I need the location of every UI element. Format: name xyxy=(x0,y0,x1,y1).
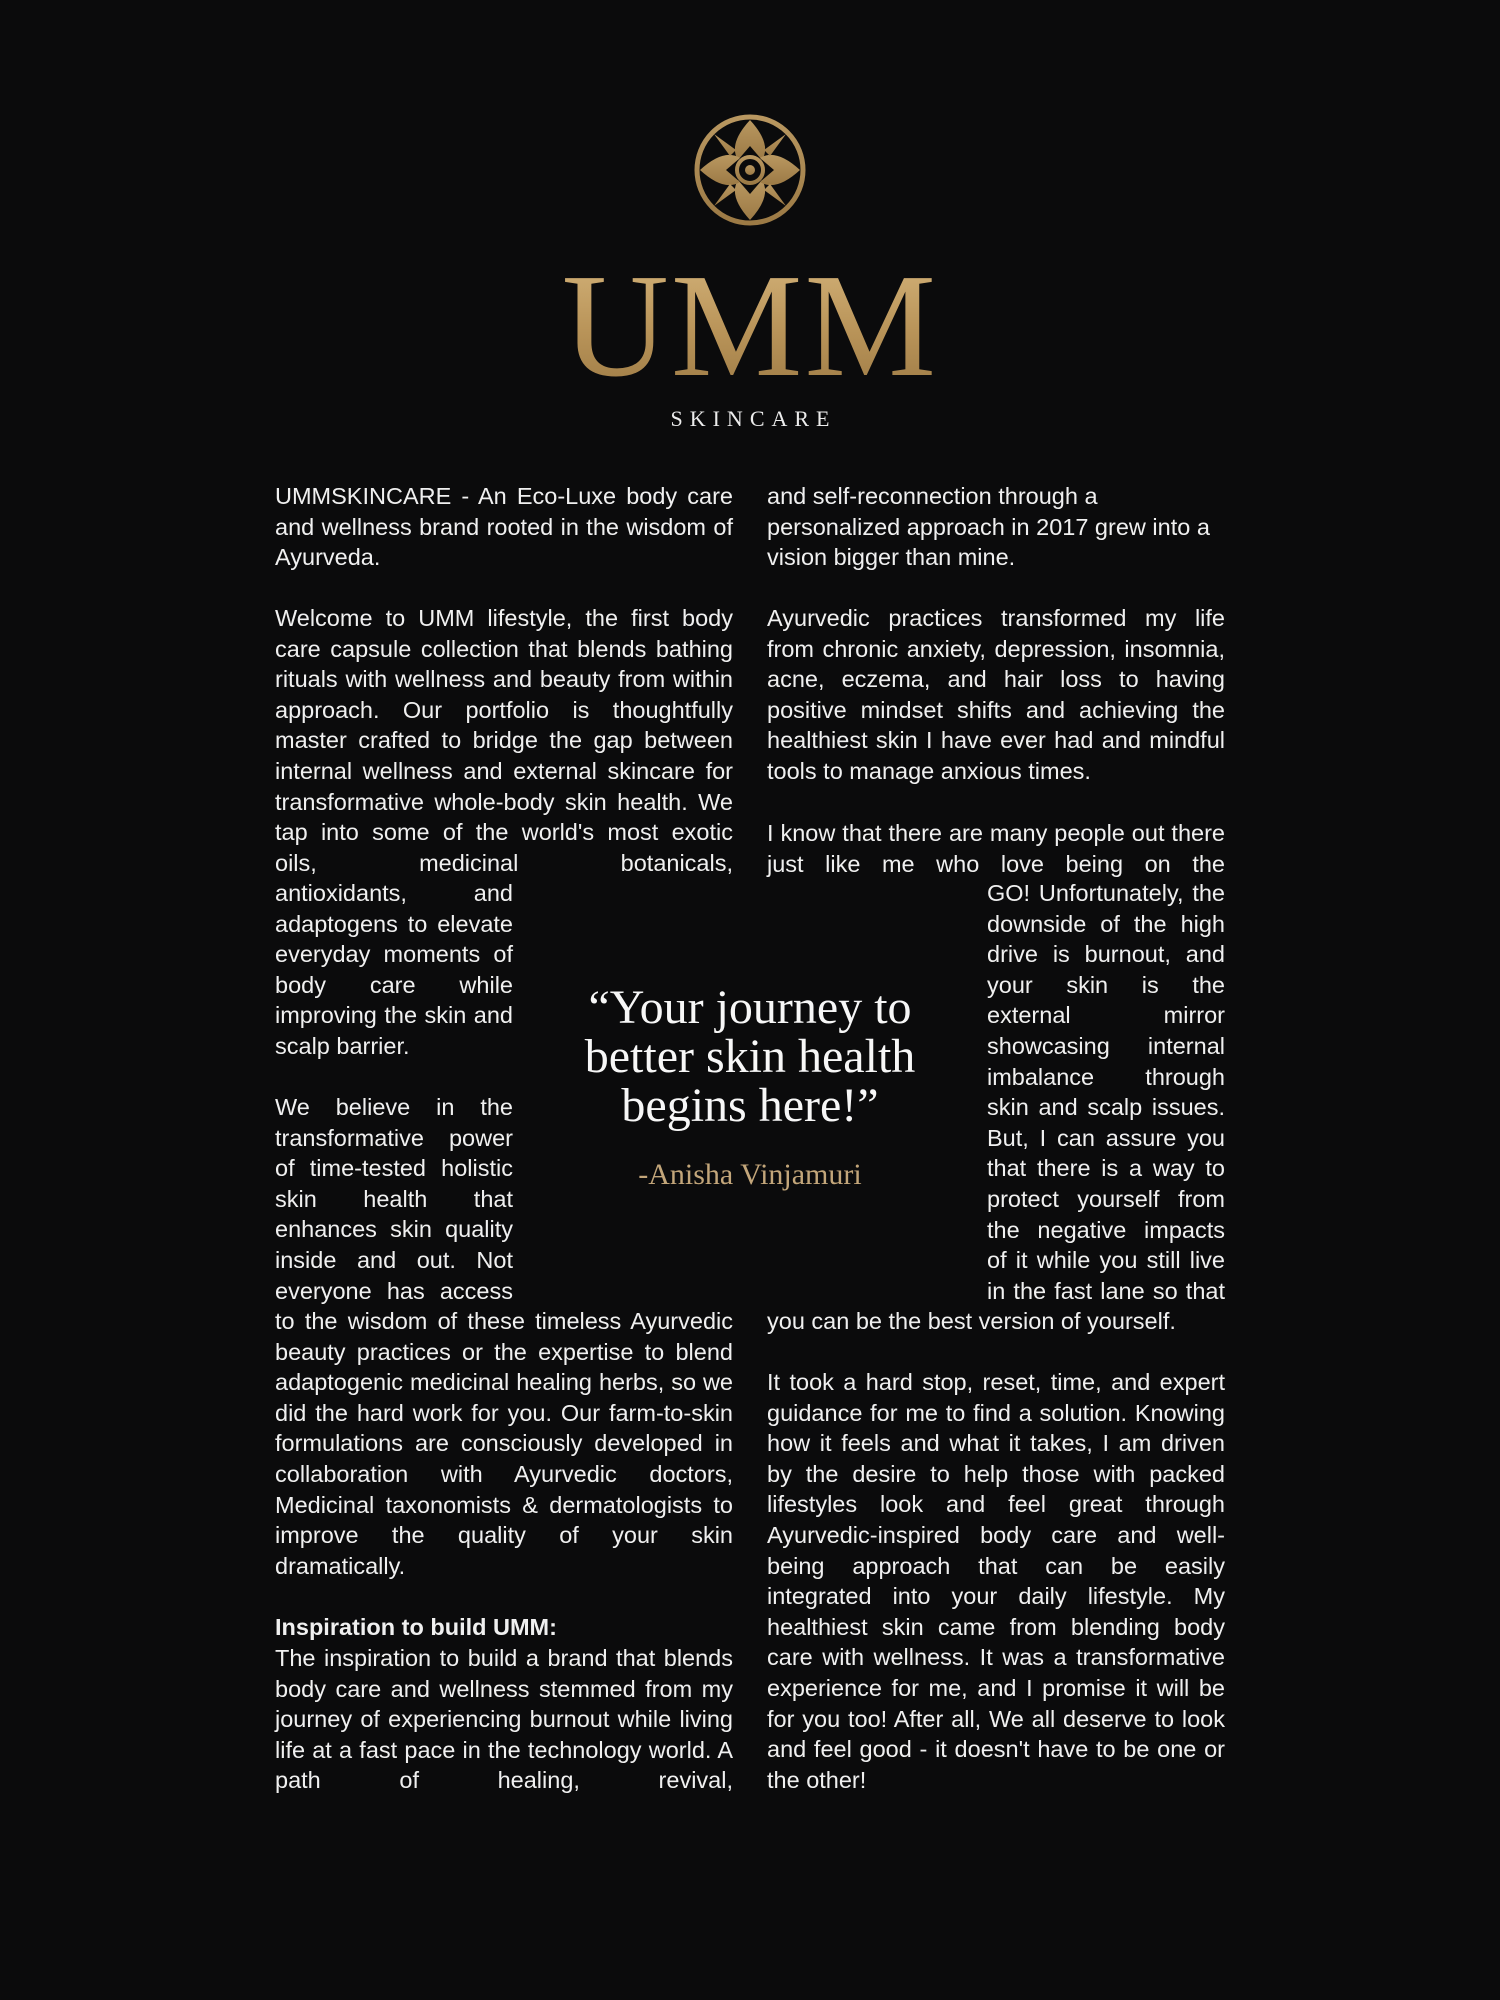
brand-logo xyxy=(0,110,1500,432)
ayurvedic-paragraph: Ayurvedic practices transformed my life from chronic anxiety, depression, insomnia, acne, eczema, and hair loss to having positive mindset shifts and achieving the healthiest skin I have ever had and mindful tools to manage anxious times. xyxy=(767,605,1225,784)
hard-stop-paragraph: It took a hard stop, reset, time, and expert guidance for me to find a solution. Knowing how it feels and what it takes, I am driven by the desire to help those with packed lifestyles look and feel great through Ayurvedic-inspired body care and well-being approach that can be easily integrated into your daily lifestyle. My healthiest skin came from blending body care with wellness. It was a transformative experience for me, and I promise it will be for you too! After all, We all deserve to look and feel good - it doesn't have to be one or the other! xyxy=(767,1369,1225,1793)
continuation-paragraph: and self-reconnection through a personalized approach in 2017 grew into a vision bigger than mine. xyxy=(767,483,1210,571)
believe-paragraph: We believe in the transformative power of time-tested holistic skin health that enhances skin quality inside and out. Not everyone has access xyxy=(275,1094,513,1304)
people-paragraph-end: you can be the best version of yourself. xyxy=(767,1308,1176,1334)
intro-paragraph: UMMSKINCARE - An Eco-Luxe body care and wellness brand rooted in the wisdom of Ayurveda. xyxy=(275,483,733,571)
inspiration-heading: Inspiration to build UMM: xyxy=(275,1614,557,1640)
people-paragraph: I know that there are many people out there just like me who love being on the xyxy=(767,820,1225,877)
inspiration-paragraph: The inspiration to build a brand that blends body care and wellness stemmed from my journey of experiencing burnout while living life at a fast pace in the technology world. A path of healing, revival, xyxy=(275,1645,733,1794)
pull-quote-attribution: -Anisha Vinjamuri xyxy=(638,1158,862,1191)
believe-paragraph-continued: to the wisdom of these timeless Ayurvedic beauty practices or the expertise to blend adaptogenic medicinal healing herbs, so we did the hard work for you. Our farm-to-skin formulations are consciously developed in collaboration with Ayurvedic doctors, Medicinal taxonomists & dermatologists to improve the quality of your skin dramatically. xyxy=(275,1308,733,1579)
pull-quote: “Your journey to better skin health begins here!” xyxy=(584,981,916,1132)
lotus-mandala-icon xyxy=(690,110,810,230)
welcome-paragraph-continued: antioxidants, and adaptogens to elevate everyday moments of body care while improving the skin and scalp barrier. xyxy=(275,880,513,1059)
brand-name: UMM xyxy=(0,252,1500,400)
brand-subtitle: SKINCARE xyxy=(670,406,837,431)
welcome-paragraph: Welcome to UMM lifestyle, the first body care capsule collection that blends bathing rituals with wellness and beauty from within approach. Our portfolio is thoughtfully master crafted to bridge the gap between internal wellness and external skincare for transformative whole-body skin health. We tap into some of the world's most exotic oils, medicinal botanicals, xyxy=(275,605,733,876)
people-paragraph-continued: GO! Unfortunately, the downside of the high drive is burnout, and your skin is the external mirror showcasing internal imbalance through skin and scalp issues. But, I can assure you that there is a way to protect yourself from the negative impacts of it while you still live in the fast lane so that xyxy=(987,880,1225,1304)
